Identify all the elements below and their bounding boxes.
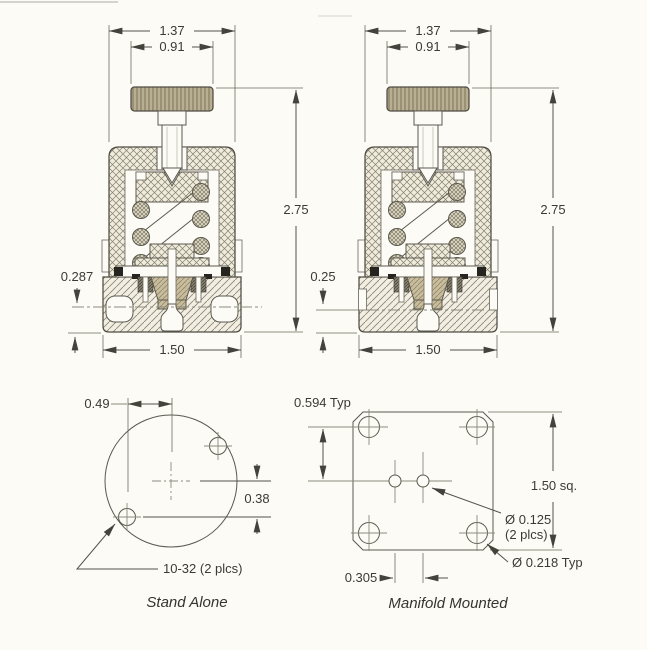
dim-label: 1.50 sq. [530, 478, 578, 493]
dim-label: 2.75 [283, 202, 309, 217]
caption-manifold-mounted: Manifold Mounted [388, 595, 508, 612]
dim-label: 0.38 [244, 491, 270, 506]
dim-label: 1.50 [415, 342, 441, 357]
port-hole-right [417, 475, 429, 487]
dim-label: 0.25 [310, 269, 336, 284]
dim-label: 1.37 [415, 23, 441, 38]
dim-label: Ø 0.125 [505, 512, 552, 527]
dim-label: 0.305 [344, 570, 378, 585]
thread-label: 10-32 (2 plcs) [163, 561, 243, 576]
dim-label: 0.91 [415, 39, 441, 54]
dim-label: 0.49 [84, 396, 110, 411]
port-hole-left [389, 475, 401, 487]
caption-stand-alone: Stand Alone [146, 594, 228, 611]
dim-label: 1.37 [159, 23, 185, 38]
dim-label: 1.50 [159, 342, 185, 357]
dim-label: 2.75 [540, 202, 566, 217]
dim-label: (2 plcs) [505, 527, 548, 542]
dim-label: Ø 0.218 Typ [512, 555, 583, 570]
dim-label: 0.91 [159, 39, 185, 54]
dim-label: 0.594 Typ [294, 395, 351, 410]
dim-label: 0.287 [60, 269, 94, 284]
